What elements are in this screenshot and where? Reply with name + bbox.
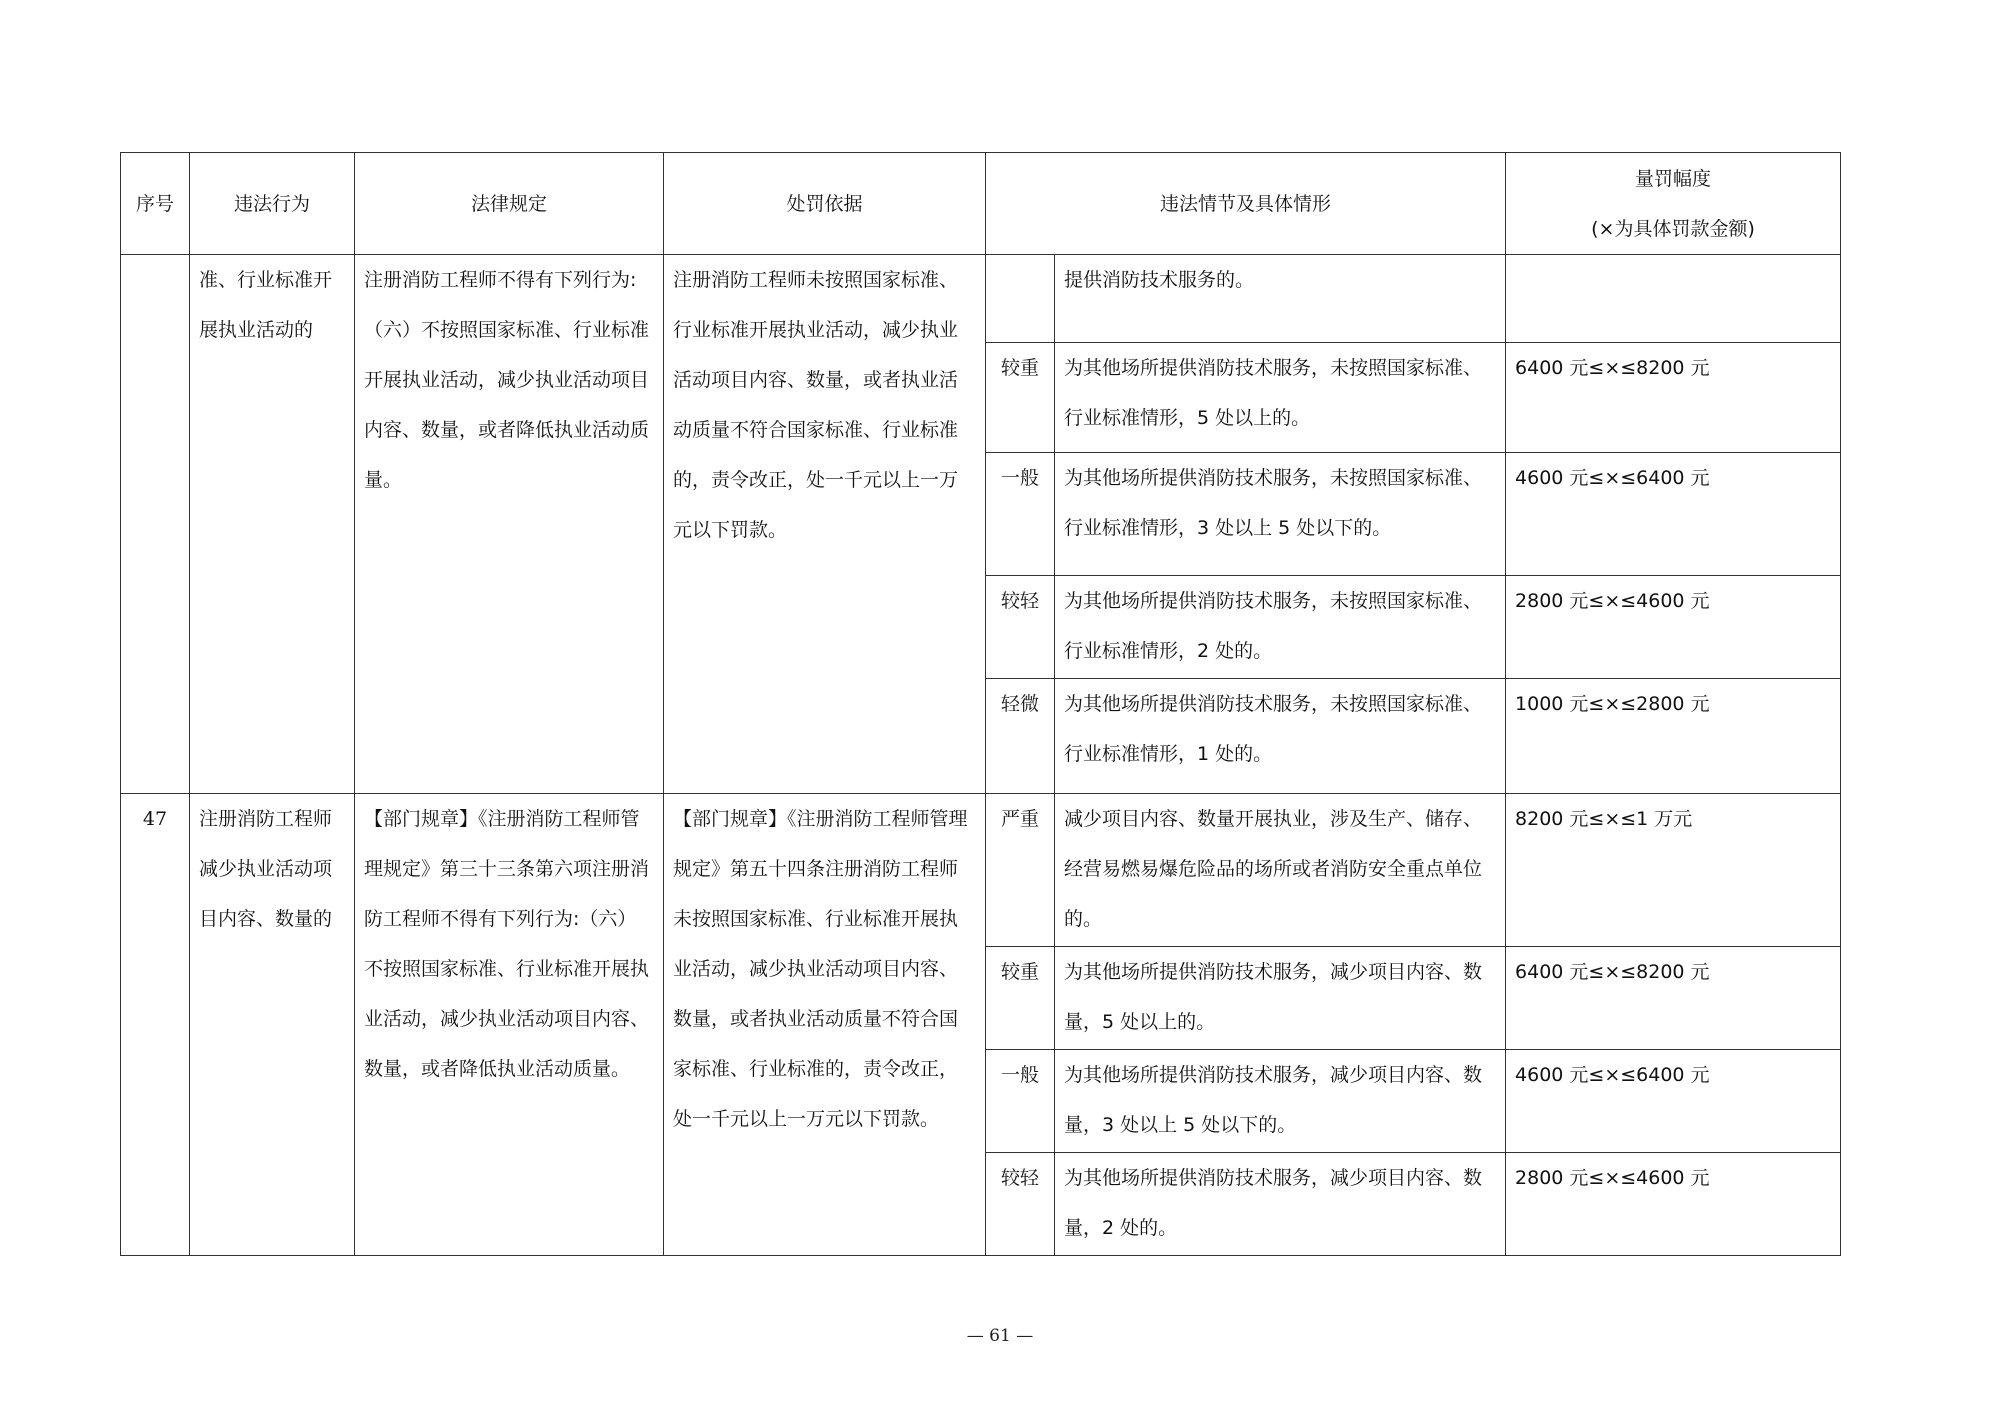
- cell-basis: 【部门规章】《注册消防工程师管理规定》第五十四条注册消防工程师未按照国家标准、行业标准开展执业活动，减少执业活动项目内容、数量，或者执业活动质量不符合国家标准、行业标准的，责令改正，处一千元以上一万元以下罚款。: [664, 794, 986, 1256]
- cell-level: 较重: [986, 343, 1055, 453]
- header-range-note: (×为具体罚款金额): [1591, 217, 1755, 240]
- cell-level: 较轻: [986, 1153, 1055, 1256]
- header-row: [121, 153, 1841, 255]
- cell-amount: 4600 元≤×≤6400 元: [1506, 1050, 1841, 1153]
- page-number: — 61 —: [966, 1326, 1034, 1346]
- cell-desc: 为其他场所提供消防技术服务，减少项目内容、数量，3 处以上 5 处以下的。: [1055, 1050, 1506, 1153]
- header-legal: 法律规定: [355, 153, 664, 255]
- cell-amount: [1506, 255, 1841, 343]
- cell-legal: 【部门规章】《注册消防工程师管理规定》第三十三条第六项注册消防工程师不得有下列行为:（六）不按照国家标准、行业标准开展执业活动，减少执业活动项目内容、数量，或者降低执业活动质量。: [355, 794, 664, 1256]
- cell-amount: 6400 元≤×≤8200 元: [1506, 947, 1841, 1050]
- header-range-title: 量罚幅度: [1635, 167, 1712, 190]
- cell-desc: 为其他场所提供消防技术服务，减少项目内容、数量，5 处以上的。: [1055, 947, 1506, 1050]
- cell-legal: 注册消防工程师不得有下列行为:（六）不按照国家标准、行业标准开展执业活动，减少执业活动项目内容、数量，或者降低执业活动质量。: [355, 255, 664, 794]
- cell-desc: 提供消防技术服务的。: [1055, 255, 1506, 343]
- cell-basis: 注册消防工程师未按照国家标准、行业标准开展执业活动，减少执业活动项目内容、数量，或者执业活动质量不符合国家标准、行业标准的，责令改正，处一千元以上一万元以下罚款。: [664, 255, 986, 794]
- header-act: 违法行为: [190, 153, 355, 255]
- cell-act: 注册消防工程师减少执业活动项目内容、数量的: [190, 794, 355, 1256]
- cell-level: 严重: [986, 794, 1055, 947]
- cell-amount: 1000 元≤×≤2800 元: [1506, 679, 1841, 794]
- cell-level: 一般: [986, 453, 1055, 576]
- cell-level: 较轻: [986, 576, 1055, 679]
- table-row: [121, 794, 1841, 947]
- cell-desc: 为其他场所提供消防技术服务，未按照国家标准、行业标准情形，1 处的。: [1055, 679, 1506, 794]
- cell-act: 准、行业标准开展执业活动的: [190, 255, 355, 794]
- cell-seq: [121, 255, 190, 794]
- cell-amount: 4600 元≤×≤6400 元: [1506, 453, 1841, 576]
- cell-amount: 2800 元≤×≤4600 元: [1506, 1153, 1841, 1256]
- cell-desc: 为其他场所提供消防技术服务，未按照国家标准、行业标准情形，2 处的。: [1055, 576, 1506, 679]
- cell-amount: 6400 元≤×≤8200 元: [1506, 343, 1841, 453]
- header-basis: 处罚依据: [664, 153, 986, 255]
- cell-level: 一般: [986, 1050, 1055, 1153]
- penalty-table: [120, 152, 1841, 1256]
- cell-level: [986, 255, 1055, 343]
- cell-amount: 8200 元≤×≤1 万元: [1506, 794, 1841, 947]
- cell-level: 较重: [986, 947, 1055, 1050]
- header-circumstance: 违法情节及具体情形: [986, 153, 1506, 255]
- cell-desc: 为其他场所提供消防技术服务，减少项目内容、数量，2 处的。: [1055, 1153, 1506, 1256]
- header-seq: 序号: [121, 153, 190, 255]
- header-range: [1506, 153, 1841, 255]
- cell-seq: 47: [121, 794, 190, 1256]
- cell-desc: 为其他场所提供消防技术服务，未按照国家标准、行业标准情形，5 处以上的。: [1055, 343, 1506, 453]
- cell-amount: 2800 元≤×≤4600 元: [1506, 576, 1841, 679]
- cell-desc: 为其他场所提供消防技术服务，未按照国家标准、行业标准情形，3 处以上 5 处以下的。: [1055, 453, 1506, 576]
- cell-desc: 减少项目内容、数量开展执业，涉及生产、储存、经营易燃易爆危险品的场所或者消防安全重点单位的。: [1055, 794, 1506, 947]
- table-row: [121, 255, 1841, 343]
- cell-level: 轻微: [986, 679, 1055, 794]
